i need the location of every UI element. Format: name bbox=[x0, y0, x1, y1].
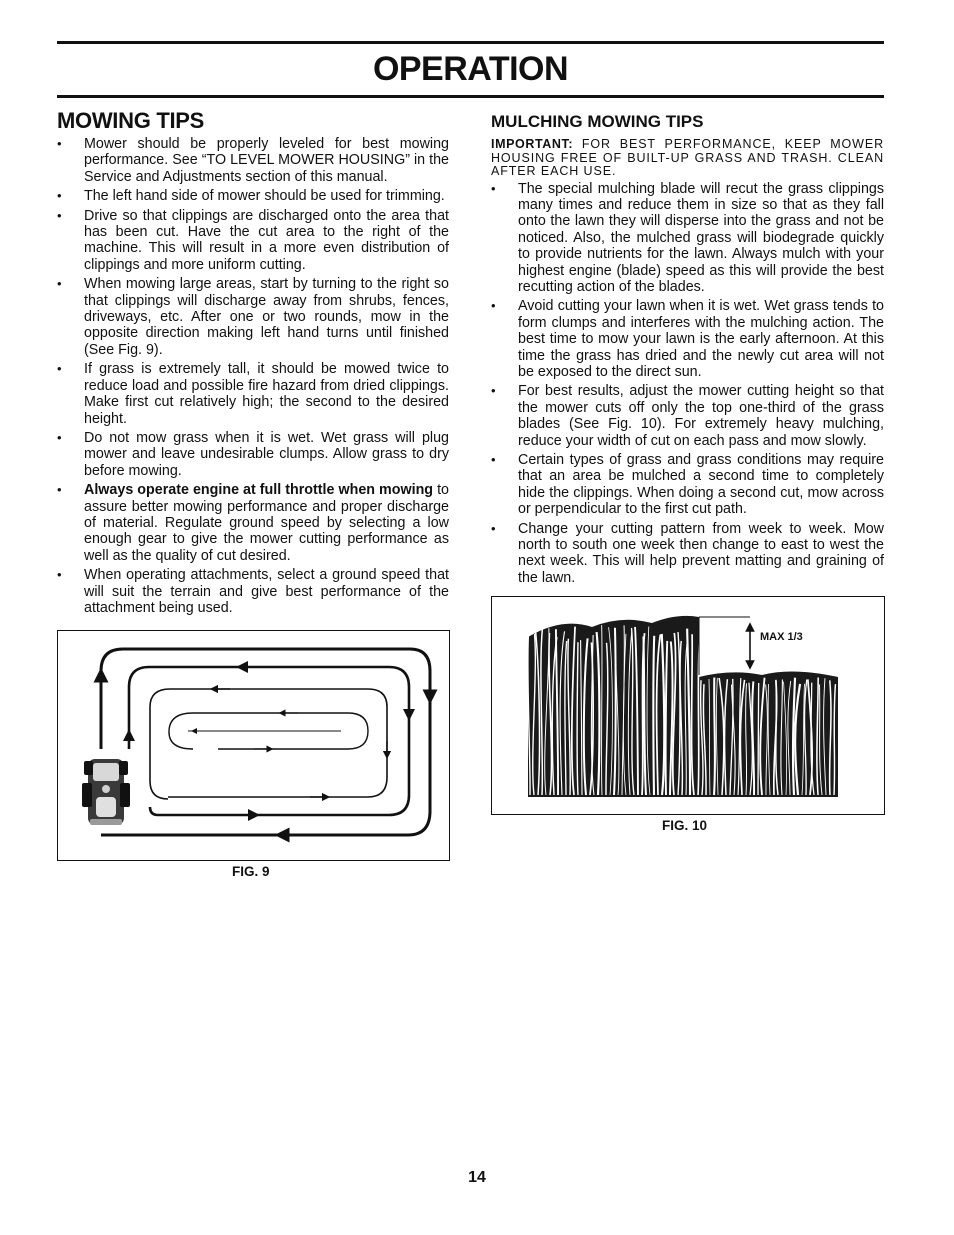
list-item bbox=[491, 298, 884, 380]
list-item bbox=[491, 383, 884, 449]
bullet-icon: • bbox=[57, 207, 62, 223]
bullet-icon: • bbox=[57, 136, 62, 151]
list-item bbox=[57, 430, 449, 479]
list-item-text: to assure better mowing performance and proper discharge of material. Regulate ground speed by selecting a low enough gear to give the mower cutting performance as well as the quality of cut desired. bbox=[84, 482, 449, 564]
bullet-icon: • bbox=[57, 429, 62, 445]
mulching-tips-column bbox=[491, 108, 884, 589]
bullet-icon: • bbox=[491, 298, 496, 314]
bullet-icon: • bbox=[57, 482, 62, 498]
list-item-text: The left hand side of mower should be used for trimming. bbox=[84, 188, 445, 205]
list-item bbox=[57, 361, 449, 427]
page-title: OPERATION bbox=[372, 50, 569, 88]
list-item-text: If grass is extremely tall, it should be mowed twice to reduce load and possible fire hazard from dried clippings. Make first cut relatively high; the second to the desired height. bbox=[84, 361, 449, 427]
list-item bbox=[57, 567, 449, 616]
bullet-icon: • bbox=[491, 180, 496, 196]
list-item-text: Change your cutting pattern from week to week. Mow north to south one week then change to east to west the next week. This will help prevent matting and graining of the lawn. bbox=[518, 520, 884, 586]
bullet-icon: • bbox=[57, 361, 62, 377]
page-number: 14 bbox=[468, 1169, 486, 1186]
grass-icon bbox=[492, 597, 884, 814]
list-item bbox=[57, 188, 449, 204]
mulching-tips-list bbox=[491, 181, 884, 587]
list-item-text: When mowing large areas, start by turning to the right so that clippings will discharge away from shrubs, fences, driveways, etc. After one or two rounds, mow in the opposite direction making left hand turns until finished (See Fig. 9). bbox=[84, 276, 449, 358]
list-item bbox=[491, 181, 884, 296]
list-item bbox=[491, 452, 884, 518]
list-item bbox=[57, 276, 449, 358]
bullet-icon: • bbox=[57, 188, 62, 204]
mowing-tips-list bbox=[57, 136, 449, 616]
list-item-text: Do not mow grass when it is wet. Wet grass will plug mower and leave undesirable clumps. Allow grass to dry before mowing. bbox=[84, 429, 449, 479]
header-rule-top bbox=[57, 41, 884, 44]
list-item bbox=[57, 208, 449, 274]
mowing-pattern-icon bbox=[58, 631, 449, 860]
list-item-text: Avoid cutting your lawn when it is wet. Wet grass tends to form clumps and interferes with the mulching action. The best time to mow your lawn is the early afternoon. At this time the grass has dried and the newly cut area will not be exposed to the direct sun. bbox=[518, 298, 884, 380]
bullet-icon: • bbox=[57, 567, 62, 583]
bullet-icon: • bbox=[491, 452, 496, 467]
list-item-emphasis: Always operate engine at full throttle when mowing bbox=[84, 482, 434, 499]
list-item bbox=[57, 482, 449, 564]
important-label: IMPORTANT: bbox=[491, 137, 574, 151]
header-rule-bottom bbox=[57, 95, 884, 98]
list-item bbox=[57, 136, 449, 185]
list-item-text: Drive so that clippings are discharged onto the area that has been cut. Have the cut area to the right of the machine. This will result in a more even distribution of clippings and more uniform cutting. bbox=[84, 207, 449, 273]
list-item bbox=[491, 521, 884, 587]
lawn-tractor-icon bbox=[82, 759, 130, 825]
list-item-text: Certain types of grass and grass conditions may require that an area be mulched a second time to completely hide the clippings. When doing a second cut, mow across or perpendicular to the first cut path. bbox=[518, 452, 884, 518]
figure-10 bbox=[491, 596, 885, 815]
important-text: FOR BEST PERFORMANCE, KEEP MOWER HOUSING FREE OF BUILT-UP GRASS AND TRASH. CLEAN AFTER EACH USE. bbox=[491, 137, 884, 178]
mowing-tips-heading: MOWING TIPS bbox=[57, 108, 205, 133]
bullet-icon: • bbox=[491, 520, 496, 536]
list-item-text: For best results, adjust the mower cutting height so that the mower cuts off only the top one-third of the grass blades (See Fig. 10). For extremely heavy mulching, reduce your width of cut on each pass and mow slowly. bbox=[518, 383, 884, 449]
list-item-text: When operating attachments, select a ground speed that will suit the terrain and give best performance of the attachment being used. bbox=[84, 567, 449, 616]
list-item-text: Mower should be properly leveled for best mowing performance. See “TO LEVEL MOWER HOUSING” in the Service and Adjustments section of this manual. bbox=[84, 136, 449, 185]
bullet-icon: • bbox=[57, 276, 62, 292]
max-cut-label: MAX 1/3 bbox=[760, 631, 803, 643]
figure-9-caption: FIG. 9 bbox=[232, 864, 270, 879]
figure-10-caption: FIG. 10 bbox=[662, 818, 708, 833]
list-item-text: The special mulching blade will recut the grass clippings many times and reduce them in size so that as they fall onto the lawn they will disperse into the grass and not be noticed. Also, the mulched grass will biodegrade quickly to provide nutrients for the lawn. Always mulch with your highest engine (blade) speed as this will provide the best recutting action of the blades. bbox=[518, 180, 884, 295]
important-note bbox=[491, 138, 884, 179]
bullet-icon: • bbox=[491, 383, 496, 399]
figure-9 bbox=[57, 630, 450, 861]
mulching-tips-heading: MULCHING MOWING TIPS bbox=[491, 112, 704, 131]
mowing-tips-column bbox=[57, 108, 449, 619]
